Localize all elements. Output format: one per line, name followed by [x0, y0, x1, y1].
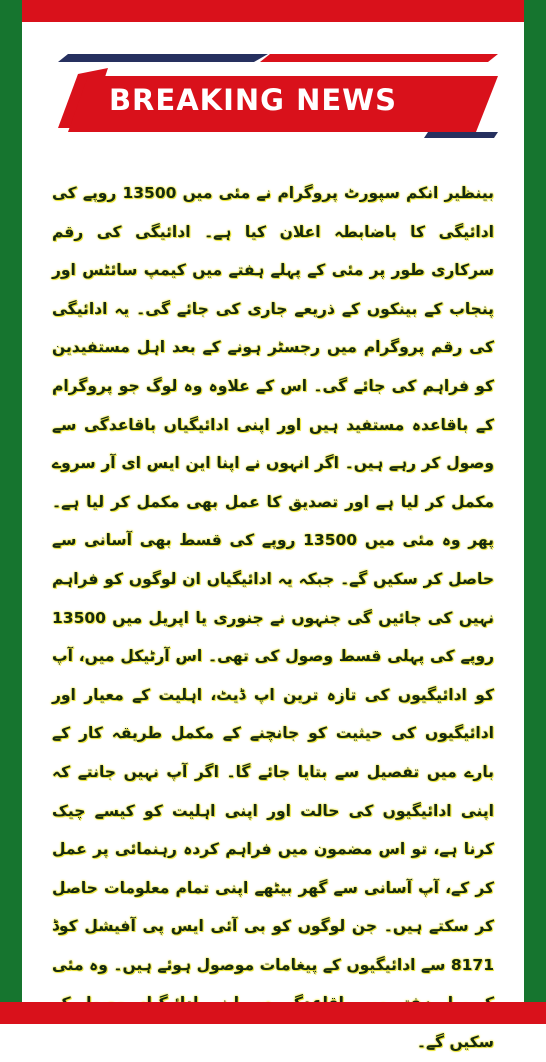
top-red-bar: [0, 0, 546, 22]
banner-red-top-accent: [260, 54, 498, 62]
bottom-red-bar: [0, 1002, 546, 1024]
banner-navy-stripe: [58, 54, 268, 62]
article-body: بینظیر انکم سپورٹ پروگرام نے مئی میں 13500 روپے کی ادائیگی کا باضابطہ اعلان کیا ہے۔ ادائیگی کی رقم سرکاری طور پر مئی کے پہلے ہفتے میں کیمپ سائٹس اور پنجاب کے بینکوں کے ذریعے جاری کی جائے گی۔ یہ ادائیگی کی رقم پروگرام میں رجسٹر ہونے کے بعد اہل مستفیدین کو فراہم کی جائے گی۔ اس کے علاوہ وہ لوگ جو پروگرام کے باقاعدہ مستفید ہیں اور اپنی ادائیگیاں باقاعدگی سے وصول کر رہے ہیں۔ اگر انہوں نے اپنا این ایس ای آر سروے مکمل کر لیا ہے اور تصدیق کا عمل بھی مکمل کر لیا ہے۔ پھر وہ مئی میں 13500 روپے کی قسط بھی آسانی سے حاصل کر سکیں گے۔ جبکہ یہ ادائیگیاں ان لوگوں کو فراہم نہیں کی جائیں گی جنہوں نے جنوری یا اپریل میں 13500 روپے کی پہلی قسط وصول کی تھی۔ اس آرٹیکل میں، آپ کو ادائیگیوں کی تازہ ترین اپ ڈیٹ، اہلیت کے معیار اور ادائیگیوں کی حیثیت کو جانچنے کے مکمل طریقہ کار کے بارے میں تفصیل سے بتایا جائے گا۔ اگر آپ نہیں جانتے کہ اپنی ادائیگیوں کی حالت اور اپنی اہلیت کو کیسے چیک کرنا ہے، تو اس مضمون میں فراہم کردہ رہنمائی پر عمل کر کے، آپ آسانی سے گھر بیٹھے اپنی تمام معلومات حاصل کر سکتے ہیں۔ جن لوگوں کو بی آئی ایس پی آفیشل کوڈ 8171 سے ادائیگیوں کے پیغامات موصول ہوئے ہیں۔ وہ مئی سکیں گے۔: [52, 184, 494, 1052]
banner-title: BREAKING NEWS: [108, 83, 398, 117]
left-green-border: [0, 0, 22, 1024]
banner-navy-bottom: [424, 132, 498, 138]
right-green-border: [524, 0, 546, 1024]
